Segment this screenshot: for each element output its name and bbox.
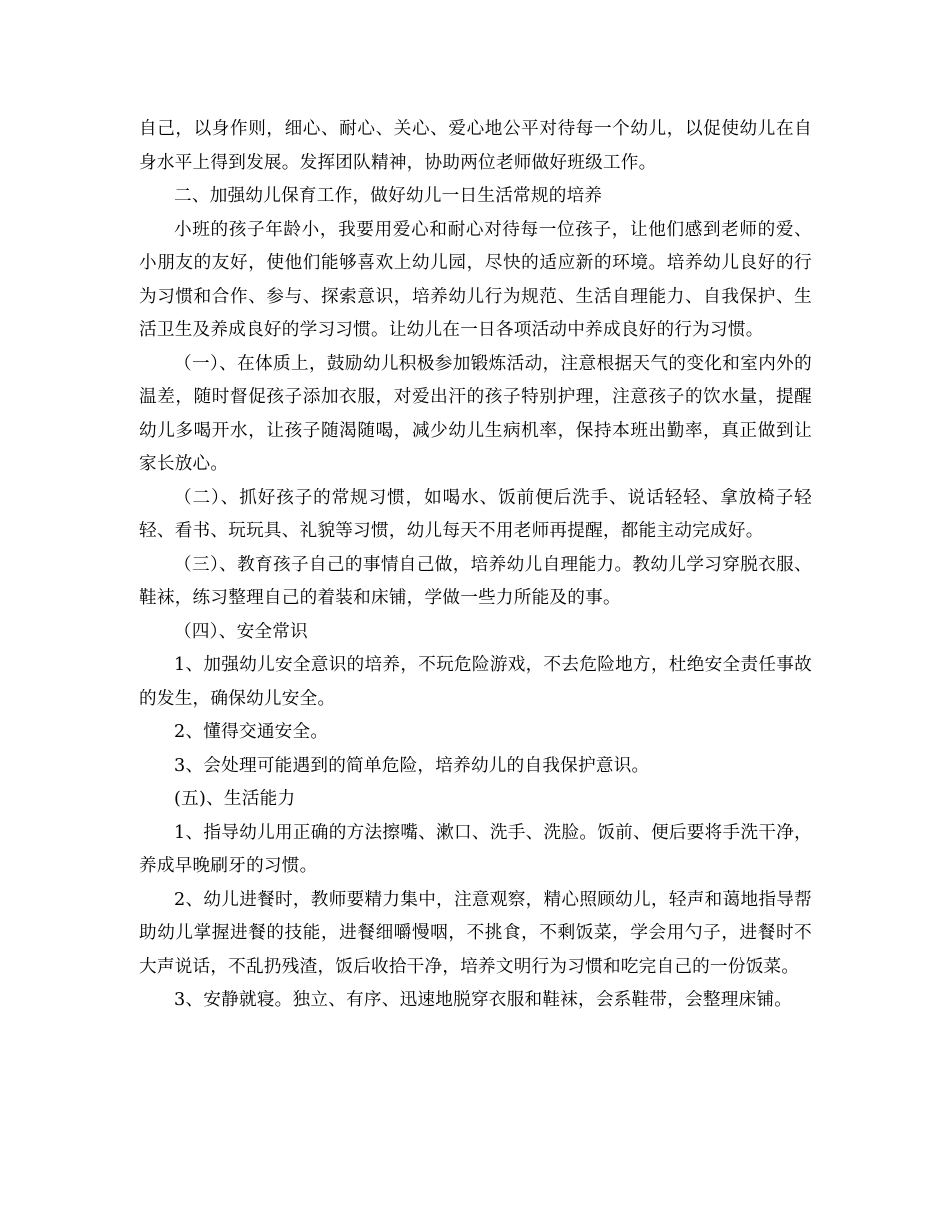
paragraph-small-class-intro: 小班的孩子年龄小，我要用爱心和耐心对待每一位孩子，让他们感到老师的爱、小朋友的友好，使他们能够喜欢上幼儿园，尽快的适应新的环境。培养幼儿良好的行为习惯和合作、参与、探索意识，培养幼儿行为规范、生活自理能力、自我保护、生活卫生及养成良好的学习习惯。让幼儿在一日各项活动中养成良好的行为习惯。 [139,219,812,340]
list-item-simple-danger: 3、会处理可能遇到的简单危险，培养幼儿的自我保护意识。 [174,755,650,776]
paragraph-physical-health: （一）、在体质上，鼓励幼儿积极参加锻炼活动，注意根据天气的变化和室内外的温差，随时督促孩子添加衣服，对爱出汗的孩子特别护理，注意孩子的饮水量，提醒幼儿多喝开水，让孩子随渴随喝，减少幼儿生病机率，保持本班出勤率，真正做到让家长放心。 [139,353,812,474]
list-item-sleep: 3、安静就寝。独立、有序、迅速地脱穿衣服和鞋袜，会系鞋带，会整理床铺。 [174,990,793,1010]
subheading-safety: （四）、安全常识 [174,621,308,642]
paragraph-routine-habits: （二）、抓好孩子的常规习惯，如喝水、饭前便后洗手、说话轻轻、拿放椅子轻轻、看书、玩玩具、礼貌等习惯，幼儿每天不用老师再提醒，都能主动完成好。 [139,487,812,541]
paragraph-self-care: （三）、教育孩子自己的事情自己做，培养幼儿自理能力。教幼儿学习穿脱衣服、鞋袜，练习整理自己的着装和床铺，学做一些力所能及的事。 [139,554,812,608]
subheading-life-skills: (五)、生活能力 [174,789,296,809]
list-item-traffic-safety: 2、懂得交通安全。 [174,722,329,742]
list-item-meal-time: 2、幼儿进餐时，教师要精力集中，注意观察，精心照顾幼儿，轻声和蔼地指导帮助幼儿掌握进餐的技能，进餐细嚼慢咽，不挑食，不剩饭菜，学会用勺子，进餐时不大声说话，不乱扔残渣，饭后收拾干净，培养文明行为习惯和吃完自己的一份饭菜。 [139,889,812,977]
section-heading-childcare: 二、加强幼儿保育工作，做好幼儿一日生活常规的培养 [174,186,603,206]
paragraph-continued-teamwork: 自己，以身作则，细心、耐心、关心、爱心地公平对待每一个幼儿，以促使幼儿在自身水平上得到发展。发挥团队精神，协助两位老师做好班级工作。 [139,119,812,173]
list-item-hygiene: 1、指导幼儿用正确的方法擦嘴、漱口、洗手、洗脸。饭前、便后要将手洗干净，养成早晚刷牙的习惯。 [139,822,812,876]
list-item-safety-awareness: 1、加强幼儿安全意识的培养，不玩危险游戏，不去危险地方，杜绝安全责任事故的发生，确保幼儿安全。 [139,655,812,709]
